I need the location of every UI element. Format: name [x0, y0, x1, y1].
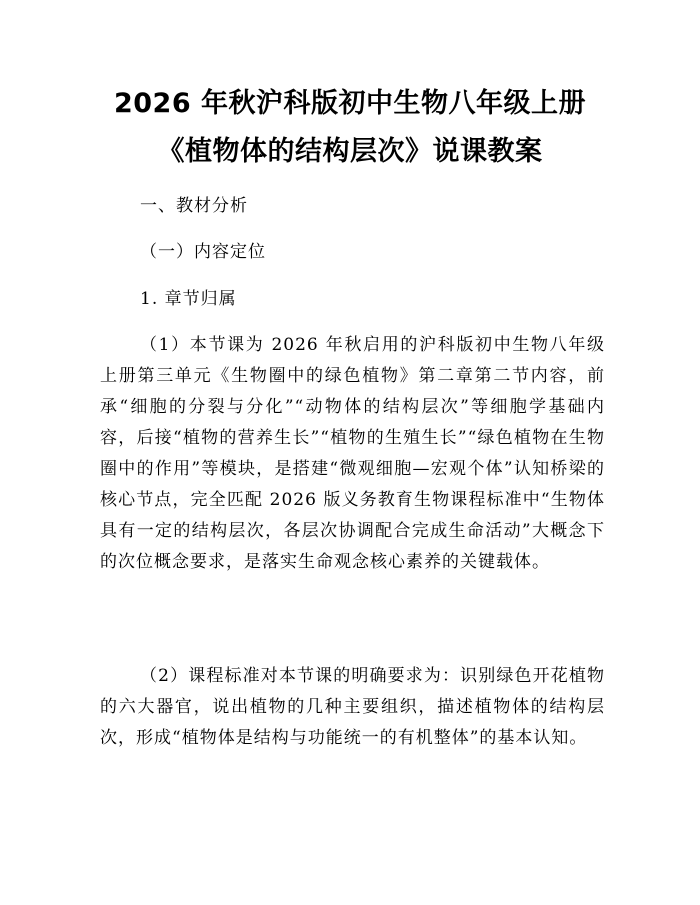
section-heading: 一、教材分析 — [140, 196, 248, 216]
document-title: 2026 年秋沪科版初中生物八年级上册《植物体的结构层次》说课教案 — [113, 88, 587, 167]
item-heading: 1. 章节归属 — [140, 289, 237, 309]
subsection-heading: （一）内容定位 — [140, 242, 266, 262]
paragraph-2: （2）课程标准对本节课的明确要求为：识别绿色开花植物的六大器官，说出植物的几种主要组织，描述植物体的结构层次，形成“植物体是结构与功能统一的有机整体”的基本认知。 — [100, 666, 605, 748]
paragraph-1: （1）本节课为 2026 年秋启用的沪科版初中生物八年级上册第三单元《生物圈中的绿色植物》第二章第二节内容，前承“细胞的分裂与分化”“动物体的结构层次”等细胞学基础内容，后接“植物的营养生长”“植物的生殖生长”“绿色植物在生物圈中的作用”等模块，是搭建“微观细胞—宏观个体”认知桥梁的核心节点，完全匹配 2026 版义务教育生物课程标准中“生物体具有一定的结构层次，各层次协调配合完成生命活动”大概念下的次位概念要求，是落实生命观念核心素养的关键载体。 — [100, 335, 605, 572]
